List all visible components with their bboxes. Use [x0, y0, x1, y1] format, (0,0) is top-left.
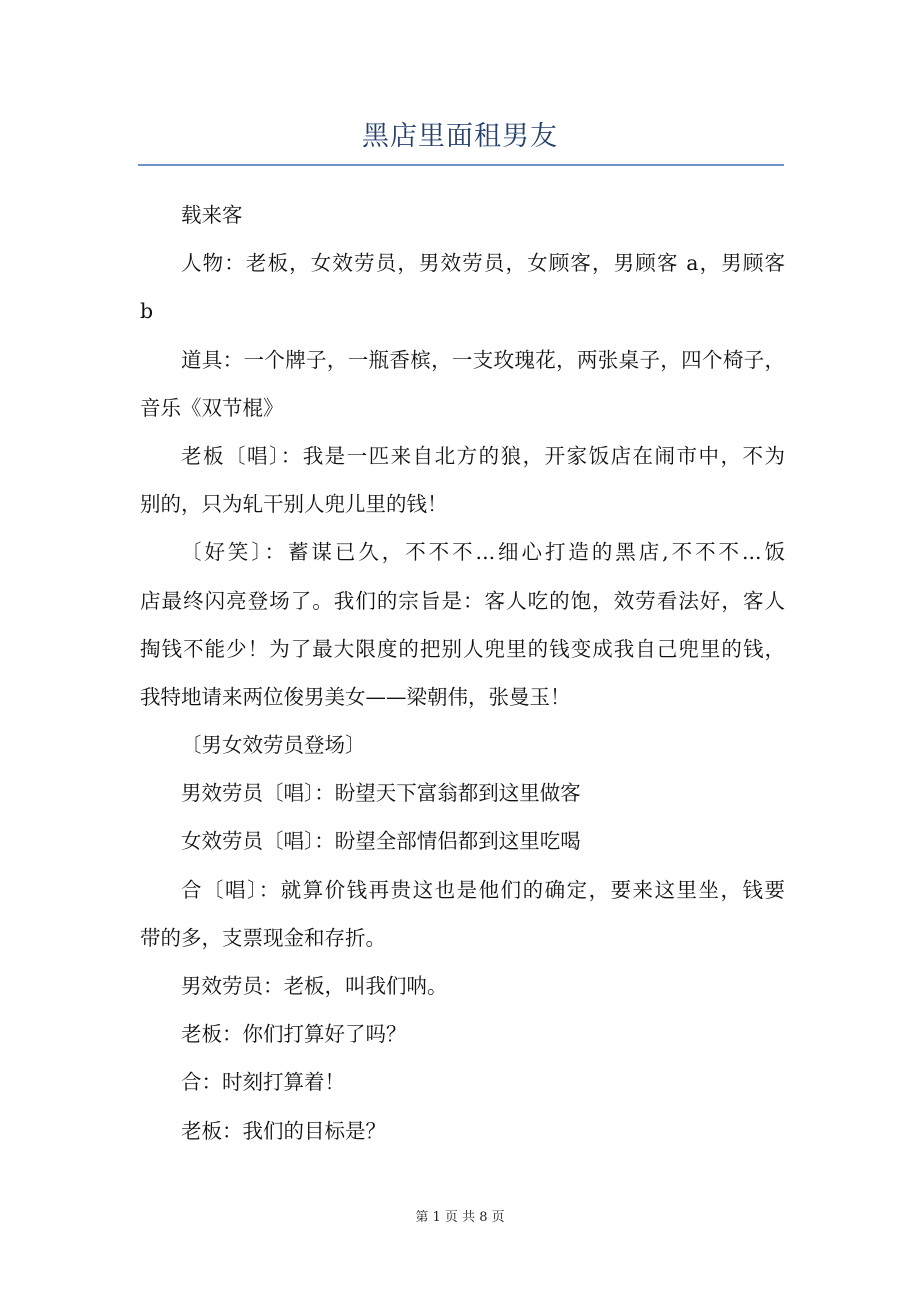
text-line: 〔男女效劳员登场〕 [181, 733, 366, 758]
paragraph [140, 245, 785, 341]
text-line: 别的，只为轧干别人兜儿里的钱！ [140, 492, 448, 517]
text-line: 老板：我们的目标是？ [181, 1118, 386, 1143]
text-line: 载来客 [181, 203, 243, 227]
paragraph [140, 823, 785, 871]
text-line: 人物：老板，女效劳员，男效劳员，女顾客，男顾客 a，男顾客 [181, 251, 785, 276]
paragraph [140, 872, 785, 968]
text-line: 男效劳员：老板，叫我们呐。 [181, 974, 448, 998]
paragraph [140, 968, 785, 1016]
text-line: 带的多，支票现金和存折。 [140, 925, 386, 950]
text-line: 店最终闪亮登场了。我们的宗旨是：客人吃的饱，效劳看法好，客人 [140, 588, 785, 613]
text-line: 男效劳员〔唱〕：盼望天下富翁都到这里做客 [181, 781, 581, 806]
text-line: 我特地请来两位俊男美女——梁朝伟，张曼玉！ [140, 684, 571, 709]
document-body [140, 197, 785, 1161]
paragraph [140, 775, 785, 823]
text-line: 合：时刻打算着！ [181, 1070, 345, 1095]
paragraph [140, 1064, 785, 1112]
text-line: 音乐《双节棍》 [140, 395, 284, 420]
page-footer: 第 1 页 共 8 页 [415, 1210, 505, 1225]
title-divider [138, 164, 784, 166]
paragraph [140, 197, 785, 245]
document-title: 黑店里面租男友 [362, 121, 558, 152]
text-line: 女效劳员〔唱〕：盼望全部情侣都到这里吃喝 [181, 829, 581, 854]
paragraph [140, 534, 785, 727]
text-line: 〔好笑〕：蓄谋已久，不不不...细心打造的黑店,不不不...饭 [181, 540, 785, 565]
text-line: 老板〔唱〕：我是一匹来自北方的狼，开家饭店在闹市中，不为 [181, 443, 785, 468]
text-line: b [140, 299, 154, 324]
text-line: 老板：你们打算好了吗？ [181, 1022, 407, 1047]
paragraph [140, 342, 785, 438]
text-line: 道具：一个牌子，一瓶香槟，一支玫瑰花，两张桌子，四个椅子， [181, 347, 785, 372]
paragraph [140, 727, 785, 775]
text-line: 合〔唱〕：就算价钱再贵这也是他们的确定，要来这里坐，钱要 [181, 877, 785, 902]
paragraph [140, 1016, 785, 1064]
paragraph [140, 1113, 785, 1161]
paragraph [140, 438, 785, 534]
text-line: 掏钱不能少！为了最大限度的把别人兜里的钱变成我自己兜里的钱， [140, 636, 785, 661]
